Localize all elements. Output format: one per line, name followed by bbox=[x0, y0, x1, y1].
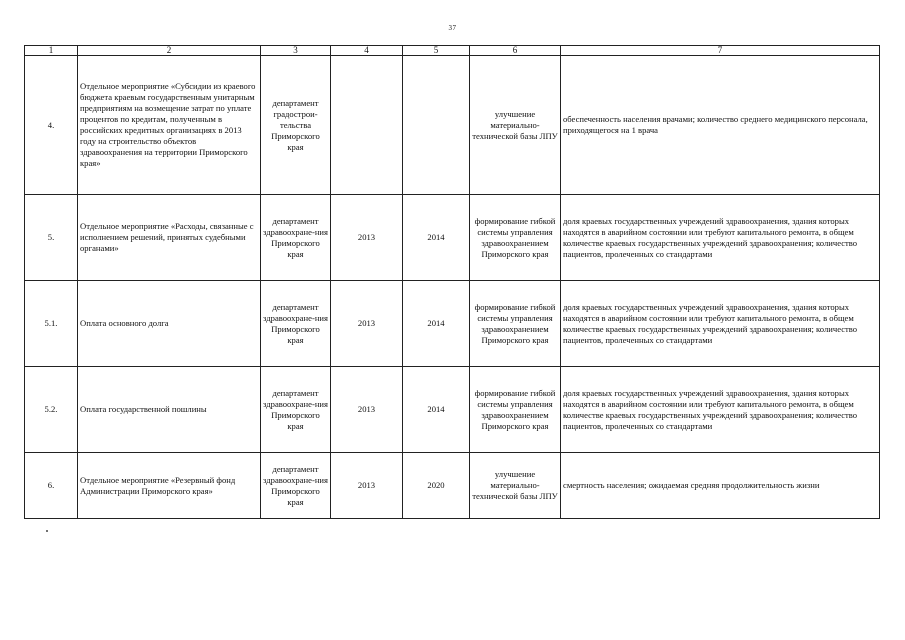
indicators: доля краевых государственных учреждений здравоохранения, здания которых находятся в аварийном состоянии или требуют капитального ремонта, в общем количестве краевых государственных учреждений здравоохранения; количество пациентов, пролеченных со стандартами bbox=[561, 367, 880, 453]
program-events-table bbox=[24, 45, 880, 519]
end-year: 2020 bbox=[403, 453, 470, 519]
table-row bbox=[25, 367, 880, 453]
expected-result: формирование гибкой системы управления здравоохранением Приморского края bbox=[470, 195, 561, 281]
table-row bbox=[25, 56, 880, 195]
event-name: Отдельное мероприятие «Субсидии из краевого бюджета краевым государственным унитарным предприятиям на возмещение затрат по уплате процентов по кредитам, полученным в российских кредитных организациях в 2013 году на строительство объектов здравоохранения на территории Приморского края» bbox=[78, 56, 261, 195]
col-header-2: 2 bbox=[78, 46, 261, 56]
end-year bbox=[403, 56, 470, 195]
indicators: обеспеченность населения врачами; количество среднего медицинского персонала, приходящегося на 1 врача bbox=[561, 56, 880, 195]
col-header-1: 1 bbox=[25, 46, 78, 56]
start-year: 2013 bbox=[331, 453, 403, 519]
event-name: Оплата государственной пошлины bbox=[78, 367, 261, 453]
table-row bbox=[25, 195, 880, 281]
expected-result: улучшение материально-технической базы ЛПУ bbox=[470, 56, 561, 195]
row-number: 6. bbox=[25, 453, 78, 519]
col-header-3: 3 bbox=[261, 46, 331, 56]
executor: департамент градострои-тельства Приморского края bbox=[261, 56, 331, 195]
row-number: 5.1. bbox=[25, 281, 78, 367]
table-row bbox=[25, 453, 880, 519]
start-year: 2013 bbox=[331, 367, 403, 453]
table-row bbox=[25, 281, 880, 367]
scan-speck bbox=[46, 530, 48, 532]
executor: департамент здравоохране-ния Приморского края bbox=[261, 453, 331, 519]
start-year: 2013 bbox=[331, 195, 403, 281]
col-header-5: 5 bbox=[403, 46, 470, 56]
expected-result: формирование гибкой системы управления здравоохранением Приморского края bbox=[470, 281, 561, 367]
col-header-6: 6 bbox=[470, 46, 561, 56]
start-year: 2013 bbox=[331, 281, 403, 367]
executor: департамент здравоохране-ния Приморского края bbox=[261, 195, 331, 281]
row-number: 4. bbox=[25, 56, 78, 195]
end-year: 2014 bbox=[403, 281, 470, 367]
event-name: Отдельное мероприятие «Расходы, связанные с исполнением решений, принятых судебными органами» bbox=[78, 195, 261, 281]
end-year: 2014 bbox=[403, 367, 470, 453]
start-year bbox=[331, 56, 403, 195]
expected-result: формирование гибкой системы управления здравоохранением Приморского края bbox=[470, 367, 561, 453]
column-number-row bbox=[25, 46, 880, 56]
indicators: смертность населения; ожидаемая средняя продолжительность жизни bbox=[561, 453, 880, 519]
col-header-7: 7 bbox=[561, 46, 880, 56]
expected-result: улучшение материально-технической базы ЛПУ bbox=[470, 453, 561, 519]
col-header-4: 4 bbox=[331, 46, 403, 56]
event-name: Отдельное мероприятие «Резервный фонд Администрации Приморского края» bbox=[78, 453, 261, 519]
row-number: 5. bbox=[25, 195, 78, 281]
executor: департамент здравоохране-ния Приморского края bbox=[261, 367, 331, 453]
indicators: доля краевых государственных учреждений здравоохранения, здания которых находятся в аварийном состоянии или требуют капитального ремонта, в общем количестве краевых государственных учреждений здравоохранения; количество пациентов, пролеченных со стандартами bbox=[561, 281, 880, 367]
event-name: Оплата основного долга bbox=[78, 281, 261, 367]
end-year: 2014 bbox=[403, 195, 470, 281]
page-number: 37 bbox=[448, 24, 457, 32]
indicators: доля краевых государственных учреждений здравоохранения, здания которых находятся в аварийном состоянии или требуют капитального ремонта, в общем количестве краевых государственных учреждений здравоохранения; количество пациентов, пролеченных со стандартами bbox=[561, 195, 880, 281]
executor: департамент здравоохране-ния Приморского края bbox=[261, 281, 331, 367]
row-number: 5.2. bbox=[25, 367, 78, 453]
